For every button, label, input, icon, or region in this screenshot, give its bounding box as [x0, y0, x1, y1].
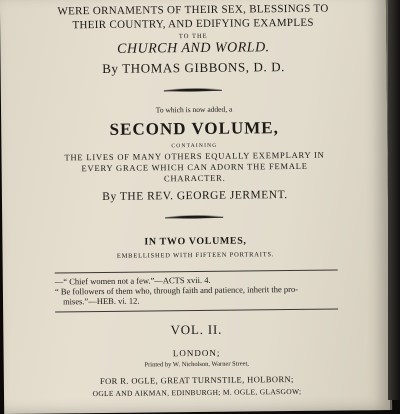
epigraph-line-1: —“ Chief women not a few.”—ACTS xvii. 4.: [54, 274, 211, 287]
imprint-for-line: FOR R. OGLE, GREAT TURNSTILE, HOLBORN;: [99, 373, 294, 387]
ornamental-rule-2: [165, 215, 223, 220]
lives-line-1: THE LIVES OF MANY OTHERS EQUALLY EXEMPLARY IN: [64, 149, 325, 163]
epigraph-line-3: mises.”—HEB. vi. 12.: [62, 295, 140, 307]
lives-line-2: EVERY GRACE WHICH CAN ADORN THE FEMALE: [81, 160, 308, 174]
top-rule: [55, 270, 338, 274]
imprint-city: LONDON;: [172, 347, 221, 359]
subtitle-line-2: THEIR COUNTRY, AND EDIFYING EXAMPLES: [72, 16, 314, 32]
bottom-rule: [55, 309, 338, 313]
lives-line-3: CHARACTER.: [163, 172, 226, 184]
subtitle-line-1: WERE ORNAMENTS OF THEIR SEX, BLESSINGS TO: [57, 2, 329, 18]
imprint-ogle-line: OGLE AND AIKMAN, EDINBURGH; M. OGLE, GLASGOW;: [92, 386, 302, 399]
containing-line: CONTAINING: [171, 142, 218, 150]
added-line: To which is now added, a: [155, 104, 233, 115]
book-binding-edge: [388, 0, 400, 400]
editor-line: By THE REV. GEORGE JERMENT.: [102, 189, 288, 203]
volume-number: VOL. II.: [170, 321, 223, 338]
author-line: By THOMAS GIBBONS, D. D.: [102, 59, 286, 76]
subtitle-church-and-world: CHURCH AND WORLD.: [117, 40, 270, 57]
second-volume-heading: SECOND VOLUME,: [109, 118, 279, 139]
imprint-printer: Printed by W. Nicholson, Warner Street,: [144, 360, 249, 369]
epigraph-line-2: “ Be followers of them who, through faith and patience, inherit the pro-: [54, 283, 299, 297]
ornamental-rule-1: [164, 88, 222, 93]
two-volumes-line: IN TWO VOLUMES,: [144, 235, 247, 248]
portraits-line: EMBELLISHED WITH FIFTEEN PORTRAITS.: [116, 251, 275, 260]
subtitle-to-the: TO THE: [178, 32, 208, 41]
